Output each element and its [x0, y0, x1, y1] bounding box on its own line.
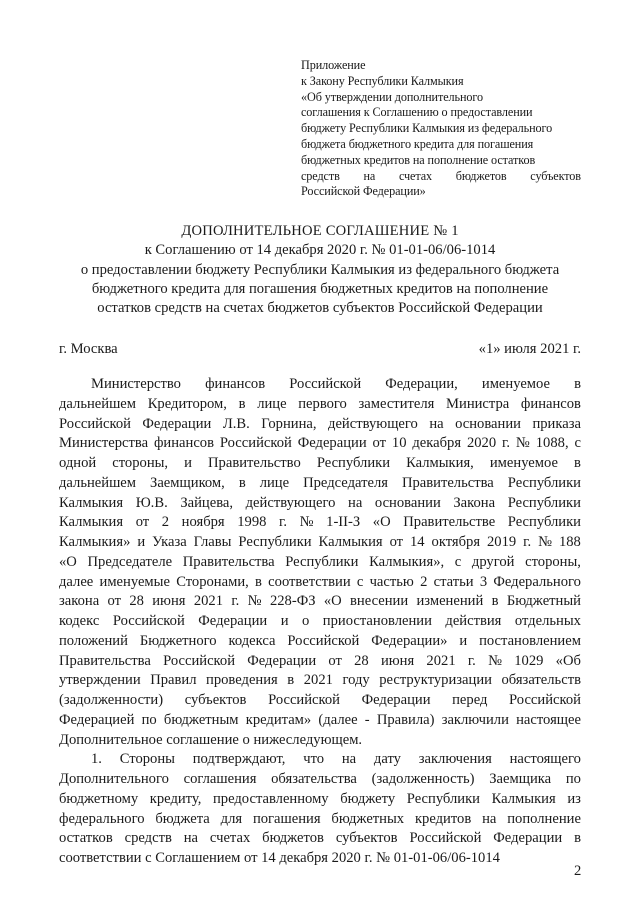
body-word: заключения — [418, 751, 492, 768]
body-word: Правительства — [59, 652, 151, 669]
body-word: далее — [59, 573, 94, 590]
body-line — [59, 652, 581, 672]
body-word: г. — [231, 593, 240, 610]
body-word: и — [459, 632, 468, 649]
body-word: постановлением — [479, 632, 581, 649]
body-word: Республики — [406, 790, 480, 807]
body-word: в — [255, 573, 262, 590]
body-word: Российской — [219, 435, 292, 452]
body-word: 2021 — [303, 672, 333, 689]
body-word: федерального — [59, 810, 145, 827]
body-word: приостановлении — [322, 613, 432, 629]
body-word: бюджетному — [59, 790, 139, 807]
body-word: 10 — [391, 435, 407, 452]
body-word: Правительство — [208, 455, 301, 471]
body-word: бюджета — [155, 810, 210, 827]
body-word: году — [342, 672, 370, 689]
body-word: бюджетов — [262, 830, 324, 847]
body-word: Дополнительного — [59, 771, 169, 787]
body-word: с — [356, 573, 364, 590]
place-date-row — [59, 340, 581, 359]
body-word: реструктуризации — [379, 672, 492, 689]
body-word: в — [287, 672, 295, 689]
body-word: 1-II-З — [326, 514, 361, 531]
body-word: первого — [298, 395, 347, 412]
body-line: Дополнительное соглашение о нижеследующем. — [59, 731, 363, 748]
body-word: Республики — [316, 455, 391, 471]
body-word: и — [280, 613, 289, 629]
body-word: с — [454, 553, 462, 570]
appendix-line: соглашения к Соглашению о предоставлении — [301, 105, 533, 120]
body-word: отдельных — [514, 613, 581, 629]
body-word: приказа — [532, 415, 581, 432]
body-word: «О — [323, 593, 342, 610]
agreement-subtitle-line: бюджетного кредита для погашения бюджетных кредитов на пополнение — [91, 280, 549, 297]
body-word: кредитов — [414, 810, 472, 827]
body-word: изменений — [416, 593, 484, 610]
body-word: в — [574, 830, 581, 847]
body-word: декабря — [412, 435, 462, 452]
body-line — [59, 474, 581, 494]
body-word: 2020 — [466, 435, 497, 452]
body-word: Главы — [193, 534, 232, 550]
body-word: кодекса — [228, 632, 276, 649]
body-word: настоящего — [509, 751, 581, 768]
body-word: закона — [59, 593, 100, 610]
body-word: Республики — [285, 553, 359, 570]
body-word: Российской — [289, 376, 362, 392]
body-line — [59, 415, 581, 435]
body-word: Правительства — [401, 474, 494, 491]
body-word: пополнение — [507, 810, 581, 827]
body-line: соответствии с Соглашением от 14 декабря 2020 г. № 01-01-06/06-1014 — [59, 850, 500, 866]
body-word: № — [515, 435, 530, 452]
body-word: соответствии — [268, 573, 351, 590]
appendix-word: на — [363, 168, 376, 183]
body-word: Правительства — [182, 553, 275, 570]
body-word: ноября — [181, 514, 225, 531]
body-word: Российской — [163, 652, 235, 669]
body-word: г. — [502, 435, 511, 452]
appendix-word: средств — [301, 168, 340, 183]
body-word: статьи — [433, 573, 474, 590]
body-word: в — [238, 474, 246, 491]
body-word: Председателе — [87, 553, 173, 570]
body-word: 1998 — [237, 514, 267, 531]
body-word: 188 — [558, 534, 581, 550]
body-line — [59, 632, 581, 652]
agreement-subtitle-line: к Соглашению от 14 декабря 2020 г. № 01-01-06/06-1014 — [144, 242, 496, 259]
body-word: средств — [124, 830, 172, 847]
appendix-line — [301, 169, 581, 185]
body-word: из — [567, 790, 581, 807]
body-word: Ю.В. — [135, 494, 168, 511]
body-word: г. — [467, 652, 476, 669]
body-word: основании — [374, 494, 441, 511]
body-word: 2021 — [193, 593, 224, 610]
body-line — [59, 434, 581, 454]
body-line — [59, 592, 581, 612]
agreement-title-block — [50, 222, 590, 318]
body-word: Российской — [409, 830, 482, 847]
body-word: Калмыкия — [59, 494, 124, 511]
body-word: кредиту, — [149, 790, 202, 807]
body-word: частью — [369, 573, 414, 590]
body-line — [59, 770, 581, 790]
body-word: финансов — [205, 376, 266, 392]
body-line — [59, 454, 581, 474]
body-word: на — [348, 494, 363, 511]
body-word: Зайцева, — [180, 494, 234, 511]
body-word: Федерации — [247, 652, 317, 669]
body-word: по — [141, 711, 157, 728]
body-word: утверждении — [59, 672, 141, 689]
appendix-word: субъектов — [530, 168, 581, 183]
body-word: стороны, — [525, 553, 581, 570]
body-word: счетах — [209, 830, 251, 847]
body-line — [59, 671, 581, 691]
body-word: июня — [152, 593, 186, 610]
body-word: Калмыкия» — [59, 534, 131, 550]
body-word: (задолженность) — [371, 771, 475, 787]
body-word: «О — [59, 553, 77, 570]
body-word: Сторонами, — [176, 573, 249, 590]
body-word: - — [364, 711, 370, 728]
body-line — [59, 395, 581, 415]
body-word: дальнейшем — [59, 395, 137, 412]
body-line — [59, 750, 581, 770]
body-word: финансов — [520, 395, 581, 412]
body-word: Министерство — [91, 376, 181, 392]
body-word: Заемщиком, — [150, 474, 225, 491]
body-word: лице — [257, 395, 287, 412]
body-word: Калмыкия — [318, 534, 383, 550]
body-word: № — [488, 652, 503, 669]
body-word: Калмыкия», — [369, 553, 445, 570]
body-word: внесении — [350, 593, 409, 610]
body-word: в — [491, 593, 499, 610]
body-word: кредитам» — [245, 711, 312, 728]
body-word: на — [341, 751, 357, 768]
signing-date: «1» июля 2021 г. — [478, 341, 581, 357]
agreement-body — [59, 375, 581, 869]
body-word: о — [302, 613, 310, 629]
body-word: 1029 — [514, 652, 544, 669]
body-line — [59, 829, 581, 849]
appendix-word: счетах — [398, 168, 433, 183]
body-word: 3 — [479, 573, 488, 590]
body-word: по — [565, 771, 581, 787]
body-word: «О — [372, 514, 391, 531]
body-word: Федерального — [493, 573, 581, 590]
body-word: Правил — [150, 672, 197, 689]
body-word: в — [574, 455, 581, 471]
body-word: Федерации — [198, 613, 268, 629]
body-word: от — [107, 593, 121, 610]
body-word: бюджету — [340, 790, 396, 807]
agreement-subtitle-line: о предоставлении бюджету Республики Калмыкия из федерального бюджета — [80, 261, 560, 278]
body-word: (далее — [318, 711, 358, 728]
body-word: и — [184, 455, 192, 471]
body-word: субъектов — [335, 830, 398, 847]
body-word: настоящее — [516, 711, 581, 728]
body-word: Федерацией — [59, 711, 135, 728]
body-word: положений — [59, 632, 128, 649]
body-word: Российской — [268, 692, 340, 708]
body-word: заместителя — [358, 395, 435, 412]
appendix-line: бюджета бюджетного кредита для погашения — [301, 136, 534, 151]
body-word: бюджетных — [331, 810, 405, 827]
body-word: Федерации» — [371, 632, 448, 649]
body-line — [59, 513, 581, 533]
body-word: от — [389, 534, 404, 550]
body-word: Кредитором, — [147, 395, 227, 412]
body-word: Федерации — [493, 830, 563, 847]
body-word: заключили — [441, 711, 509, 728]
body-word: Председателя — [303, 474, 388, 491]
agreement-subtitle-line: остатков средств на счетах бюджетов субъектов Российской Федерации — [97, 300, 543, 317]
body-word: соглашения — [183, 771, 257, 787]
body-word: Правительстве — [403, 514, 496, 531]
body-word: погашения — [252, 810, 321, 827]
body-word: Российской — [112, 613, 185, 629]
body-word: от — [328, 652, 342, 669]
body-word: 1088, — [535, 435, 569, 452]
body-word: октября — [431, 534, 481, 550]
body-word: Министра — [446, 395, 510, 412]
body-word: на — [183, 830, 199, 847]
body-word: Заемщика — [489, 771, 552, 787]
body-word: финансов — [153, 435, 214, 452]
body-word: Федерации — [142, 415, 212, 432]
body-word: г. — [279, 514, 288, 531]
body-word: обязательства — [271, 771, 357, 787]
body-word: Республики — [507, 514, 581, 531]
body-word: действия — [445, 613, 502, 629]
body-word: Бюджетного — [139, 632, 217, 649]
body-word: Калмыкия, — [406, 455, 474, 471]
body-word: Российской — [509, 692, 581, 708]
body-word: Л.В. — [222, 415, 250, 432]
body-word: 28 — [354, 652, 369, 669]
body-word: с — [574, 435, 581, 452]
appendix-line: бюджетных кредитов на пополнение остатков — [301, 152, 536, 167]
appendix-word: бюджетов — [455, 168, 507, 183]
body-line — [59, 691, 581, 711]
body-line — [59, 711, 581, 731]
body-word: Правила) — [376, 711, 435, 728]
body-word: Стороны — [119, 751, 175, 768]
body-word: «Об — [555, 652, 581, 669]
body-word: другой — [471, 553, 515, 570]
body-word: от — [135, 514, 150, 531]
body-word: 228-ФЗ — [269, 593, 316, 610]
body-word: действующего — [328, 415, 418, 432]
body-word: основании — [455, 415, 521, 432]
body-word: что — [303, 751, 325, 768]
body-line — [59, 553, 581, 573]
body-word: Бюджетный — [506, 593, 581, 610]
body-word: (задолженности) — [59, 692, 164, 708]
body-word: Калмыкия — [59, 514, 124, 531]
body-word: именуемые — [99, 573, 170, 590]
body-word: обязательств — [501, 672, 581, 689]
body-word: подтверждают, — [192, 751, 286, 768]
body-word: 2 — [420, 573, 428, 590]
body-word: Республики — [507, 474, 581, 491]
appendix-line: Российской Федерации» — [301, 184, 426, 199]
body-word: остатков — [59, 830, 113, 847]
body-line — [59, 790, 581, 810]
appendix-line: к Закону Республики Калмыкия — [301, 73, 464, 88]
body-line — [59, 375, 581, 395]
body-word: Министерства — [59, 435, 149, 452]
agreement-title: ДОПОЛНИТЕЛЬНОЕ СОГЛАШЕНИЕ № 1 — [181, 223, 459, 239]
body-word: Российской — [287, 632, 360, 649]
body-word: 28 — [129, 593, 144, 610]
body-word: лице — [259, 474, 290, 491]
body-word: № — [538, 534, 552, 550]
body-line — [59, 533, 581, 553]
body-word: Закона — [453, 494, 496, 511]
body-word: перед — [452, 692, 488, 708]
body-word: проведения — [206, 672, 278, 689]
body-word: г. — [523, 534, 532, 550]
body-word: 2019 — [487, 534, 517, 550]
appendix-reference — [301, 58, 581, 200]
body-word: стороны, — [112, 455, 169, 471]
body-word: июня — [380, 652, 415, 669]
body-word: Федерации, — [385, 376, 458, 392]
body-word: № — [299, 514, 314, 531]
body-word: Федерации — [361, 692, 431, 708]
body-word: Российской — [59, 415, 131, 432]
body-line — [59, 612, 581, 632]
body-word: 14 — [410, 534, 425, 550]
body-word: в — [574, 376, 581, 392]
body-word: бюджетным — [163, 711, 239, 728]
page-number: 2 — [574, 863, 582, 879]
body-word: 2021 — [426, 652, 456, 669]
body-word: от — [372, 435, 386, 452]
body-word: на — [429, 415, 444, 432]
appendix-line: бюджету Республики Калмыкия из федерального — [301, 121, 553, 136]
appendix-line: Приложение — [301, 58, 366, 72]
body-word: одной — [59, 455, 97, 471]
body-word: Федерации — [297, 435, 367, 452]
body-word: и — [137, 534, 146, 550]
body-word: дальнейшем — [59, 474, 137, 491]
body-word: для — [220, 810, 243, 827]
body-line — [59, 573, 581, 593]
body-word: в — [238, 395, 246, 412]
body-word: № — [247, 593, 262, 610]
body-word: Указа — [152, 534, 187, 550]
body-word: кодекс — [59, 613, 100, 629]
signing-place: г. Москва — [59, 341, 118, 357]
appendix-line: «Об утверждении дополнительного — [301, 89, 483, 104]
body-word: Горнина, — [261, 415, 317, 432]
body-word: дату — [373, 751, 401, 768]
body-word: 1. — [91, 751, 102, 768]
body-word: именуемое — [489, 455, 558, 471]
body-word: действующего — [245, 494, 336, 511]
body-word: предоставленному — [212, 790, 329, 807]
body-line — [59, 494, 581, 514]
body-word: на — [482, 810, 497, 827]
body-line — [59, 810, 581, 830]
body-word: именуемое — [481, 376, 550, 392]
body-word: 2 — [161, 514, 170, 531]
body-word: субъектов — [184, 692, 247, 708]
body-word: Калмыкия — [491, 790, 556, 807]
body-word: Республики — [238, 534, 312, 550]
body-word: Республики — [507, 494, 581, 511]
